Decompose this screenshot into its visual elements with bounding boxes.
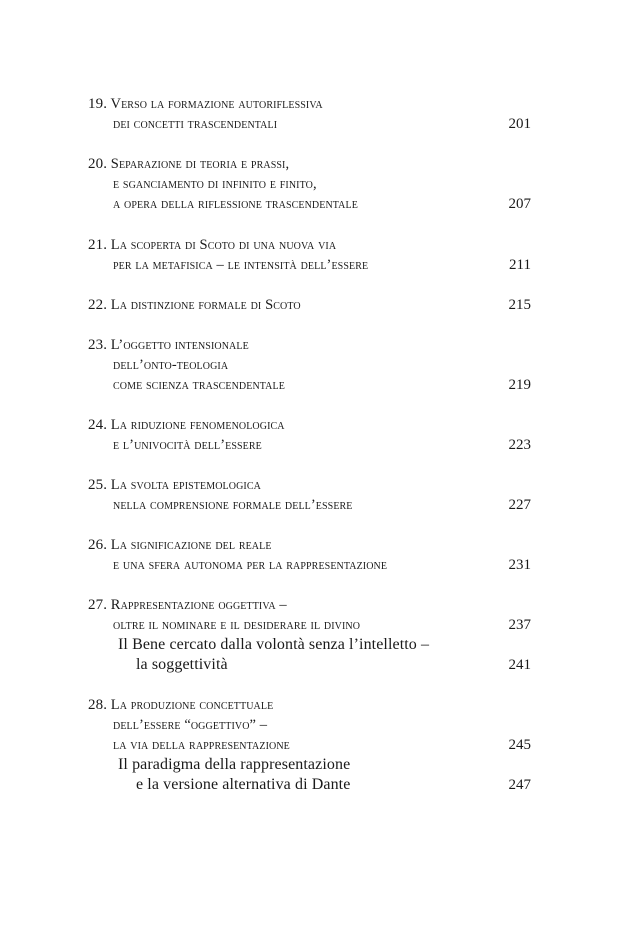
chapter-title-line: Verso la formazione autoriflessiva [110, 96, 323, 112]
page-number: 231 [508, 557, 531, 573]
chapter-number: 26. [88, 537, 108, 553]
toc-entry-27 [88, 595, 531, 675]
toc-line [88, 335, 531, 355]
toc-line [88, 295, 531, 315]
chapter-title-line: dei concetti trascendentali [113, 116, 278, 132]
chapter-number: 27. [88, 597, 108, 613]
chapter-title-line: e sganciamento di infinito e finito, [113, 176, 317, 192]
toc-line [88, 435, 531, 455]
page-number: 201 [508, 116, 531, 132]
subsection-title-line: la soggettività [136, 656, 228, 673]
toc-entry-25 [88, 475, 531, 515]
chapter-title-line: per la metafisica – le intensità dell’essere [113, 257, 369, 273]
page-number: 245 [508, 737, 531, 753]
chapter-title-line: La scoperta di Scoto di una nuova via [110, 237, 337, 253]
toc-line [88, 415, 531, 435]
chapter-title-line: La produzione concettuale [110, 697, 274, 713]
toc-line [88, 154, 531, 174]
chapter-title-line: nella comprensione formale dell’essere [113, 497, 353, 513]
chapter-number: 23. [88, 337, 108, 353]
chapter-title-line: la via della rappresentazione [113, 737, 290, 753]
toc-subline [88, 655, 531, 675]
chapter-title-line: e l’univocità dell’essere [113, 437, 262, 453]
page-number: 223 [508, 437, 531, 453]
toc-line [88, 355, 531, 375]
toc-entry-19 [88, 94, 531, 134]
page-number: 227 [508, 497, 531, 513]
toc-entry-24 [88, 415, 531, 455]
toc-entry-21 [88, 235, 531, 275]
chapter-number: 21. [88, 237, 108, 253]
subsection-title-line: Il paradigma della rappresentazione [118, 756, 351, 773]
toc-line [88, 715, 531, 735]
chapter-title-line: a opera della riflessione trascendentale [113, 196, 358, 212]
chapter-title-line: dell’essere “oggettivo” – [113, 717, 268, 733]
chapter-title-line: dell’onto-teologia [113, 357, 229, 373]
toc-line [88, 735, 531, 755]
toc-entry-26 [88, 535, 531, 575]
toc-subline [88, 635, 531, 655]
chapter-title-line: come scienza trascendentale [113, 377, 285, 393]
toc-line [88, 235, 531, 255]
chapter-number: 20. [88, 156, 108, 172]
chapter-title-line: La svolta epistemologica [110, 477, 261, 493]
toc-line [88, 375, 531, 395]
chapter-number: 22. [88, 297, 108, 313]
page-number: 219 [508, 377, 531, 393]
toc-line [88, 174, 531, 194]
toc-line [88, 695, 531, 715]
chapter-title-line: La distinzione formale di Scoto [110, 297, 301, 313]
toc-subline [88, 755, 531, 775]
toc-line [88, 475, 531, 495]
toc-line [88, 595, 531, 615]
page-number: 215 [508, 297, 531, 313]
page-number: 237 [508, 617, 531, 633]
chapter-title-line: Rappresentazione oggettiva – [110, 597, 287, 613]
chapter-title-line: Separazione di teoria e prassi, [110, 156, 290, 172]
toc-line [88, 615, 531, 635]
toc-entry-20 [88, 154, 531, 214]
chapter-number: 24. [88, 417, 108, 433]
toc-line [88, 495, 531, 515]
page-number: 247 [508, 777, 531, 793]
chapter-title-line: L’oggetto intensionale [110, 337, 249, 353]
page-number: 211 [509, 257, 531, 273]
toc-subline [88, 775, 531, 795]
chapter-title-line: e una sfera autonoma per la rappresentazione [113, 557, 388, 573]
chapter-number: 28. [88, 697, 108, 713]
toc-line [88, 535, 531, 555]
page-number: 241 [508, 657, 531, 673]
chapter-number: 19. [88, 96, 108, 112]
subsection-title-line: Il Bene cercato dalla volontà senza l’intelletto – [118, 636, 430, 653]
toc-entry-22 [88, 295, 531, 315]
subsection-title-line: e la versione alternativa di Dante [136, 776, 351, 793]
chapter-title-line: oltre il nominare e il desiderare il divino [113, 617, 361, 633]
chapter-number: 25. [88, 477, 108, 493]
toc-entry-28 [88, 695, 531, 795]
toc-line [88, 94, 531, 114]
toc-entry-23 [88, 335, 531, 395]
toc-line [88, 194, 531, 214]
chapter-title-line: La significazione del reale [110, 537, 272, 553]
chapter-title-line: La riduzione fenomenologica [110, 417, 285, 433]
toc-line [88, 555, 531, 575]
toc-line [88, 114, 531, 134]
toc-line [88, 255, 531, 275]
page-number: 207 [508, 196, 531, 212]
